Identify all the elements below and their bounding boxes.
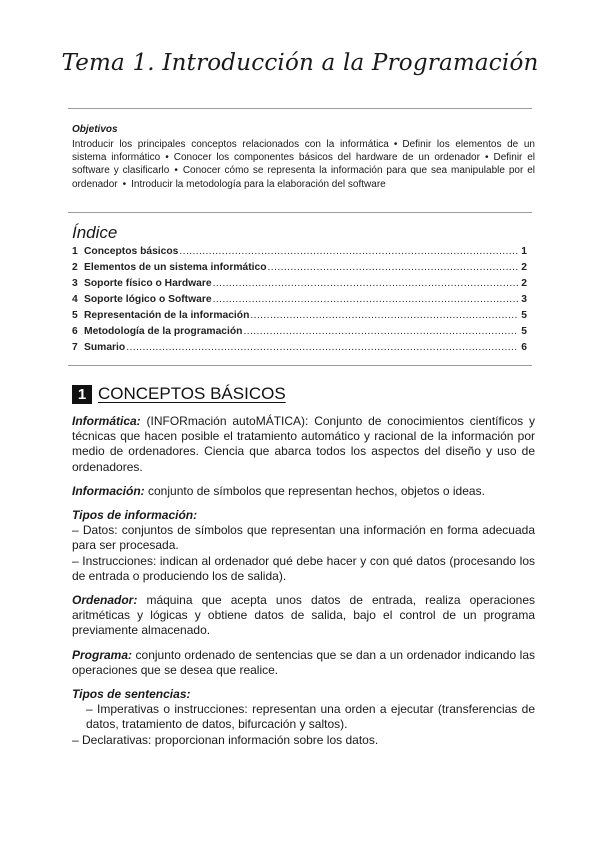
toc-leader: [250, 310, 518, 321]
toc-number: 6: [72, 326, 78, 337]
definition-term: Informática:: [72, 414, 141, 428]
toc-entry[interactable]: [72, 294, 527, 310]
toc-page: 2: [521, 278, 527, 289]
toc-number: 3: [72, 278, 78, 289]
toc-number: 5: [72, 310, 78, 321]
objective-item: Definir los elementos de un sistema informático: [72, 139, 535, 164]
section-heading: [72, 384, 286, 404]
toc-entry[interactable]: [72, 262, 527, 278]
page-title: Tema 1. Introducción a la Programación: [61, 50, 539, 76]
info-types-block: [72, 508, 535, 584]
toc-page: 6: [521, 342, 527, 353]
bullet-separator: •: [122, 178, 127, 190]
toc-entry[interactable]: [72, 310, 527, 326]
objectives-list: [72, 138, 535, 191]
toc-number: 2: [72, 262, 78, 273]
toc-label: Elementos de un sistema informático: [84, 262, 267, 273]
toc-page: 3: [521, 294, 527, 305]
definition-term: Ordenador:: [72, 593, 138, 608]
bullet-separator: •: [174, 165, 178, 177]
definition-term: Información:: [72, 483, 145, 498]
objective-item: Conocer cómo se representa la información para que sea manipulable por el ordenador: [72, 165, 536, 190]
toc-label: Conceptos básicos: [84, 246, 179, 257]
definition-text: (INFORmación autoMÁTICA): Conjunto de conocimientos científicos y técnicas que hacen posible el tratamiento automático y racional de la información por medio de ordenadores. Ciencia que abarca todos los aspectos del diseño y uso de ordenadores.: [72, 414, 535, 474]
toc-leader: [268, 262, 518, 273]
toc-page: 5: [521, 326, 527, 337]
sentence-types-block: [72, 687, 535, 748]
list-item: – Datos: conjuntos de símbolos que representan una información en forma adecuada para ser procesada.: [72, 523, 535, 553]
toc-label: Metodología de la programación: [84, 326, 243, 337]
divider: [68, 108, 532, 109]
toc-page: 2: [521, 262, 527, 273]
divider: [68, 212, 532, 213]
section-number: 1: [72, 385, 92, 404]
definition-informacion: [72, 484, 535, 499]
objective-item: Conocer los componentes básicos del hardware de un ordenador: [173, 152, 480, 164]
info-types-heading: Tipos de información:: [72, 508, 198, 523]
toc-label: Sumario: [84, 342, 126, 353]
table-of-contents: [72, 246, 527, 358]
toc-page: 5: [521, 310, 527, 321]
definition-term: Programa:: [72, 647, 133, 662]
section-title: CONCEPTOS BÁSICOS: [98, 384, 286, 403]
bullet-separator: •: [165, 152, 169, 164]
toc-entry[interactable]: [72, 278, 527, 294]
definition-text: máquina que acepta unos datos de entrada, realiza operaciones aritméticas y lógicas y obtiene datos de salida, bajo el control de un programa previamente almacenado.: [72, 593, 535, 638]
objective-item: Definir el software y clasificarlo: [72, 152, 536, 177]
definition-text: conjunto ordenado de sentencias que se dan a un ordenador indicando las operaciones que se desea que realice.: [72, 647, 535, 677]
objectives-heading: Objetivos: [72, 124, 118, 135]
objective-item: Introducir la metodología para la elaboración del software: [131, 178, 386, 190]
toc-page: 1: [521, 246, 527, 257]
definition-text: conjunto de símbolos que representan hechos, objetos o ideas.: [144, 483, 485, 498]
bullet-separator: •: [393, 139, 398, 150]
definition-programa: [72, 648, 535, 678]
bullet-separator: •: [484, 152, 489, 164]
toc-entry[interactable]: [72, 342, 527, 358]
toc-leader: [179, 246, 518, 257]
definition-ordenador: [72, 593, 535, 639]
toc-leader: [213, 294, 518, 305]
toc-leader: [243, 326, 518, 337]
index-heading: Índice: [72, 223, 118, 242]
objective-item: Introducir los principales conceptos relacionados con la informática: [72, 139, 389, 150]
list-item: – Instrucciones: indican al ordenador qué debe hacer y con qué datos (procesando los de entrada o produciendo los de salida).: [72, 553, 535, 583]
toc-number: 4: [72, 294, 78, 305]
list-item: – Declarativas: proporcionan información sobre los datos.: [72, 732, 379, 747]
toc-leader: [126, 342, 518, 353]
toc-entry[interactable]: [72, 246, 527, 262]
toc-label: Representación de la información: [84, 310, 250, 321]
toc-number: 1: [72, 246, 78, 257]
toc-entry[interactable]: [72, 326, 527, 342]
sentence-types-heading: Tipos de sentencias:: [72, 687, 191, 702]
section-body: [72, 414, 535, 757]
toc-label: Soporte físico o Hardware: [84, 278, 212, 289]
definition-informatica: [72, 414, 535, 475]
toc-label: Soporte lógico o Software: [84, 294, 212, 305]
toc-number: 7: [72, 342, 78, 353]
toc-leader: [213, 278, 518, 289]
list-item: – Imperativas o instrucciones: representan una orden a ejecutar (transferencias de datos, tratamiento de datos, bifurcación y saltos).: [86, 702, 535, 732]
divider: [68, 365, 532, 366]
